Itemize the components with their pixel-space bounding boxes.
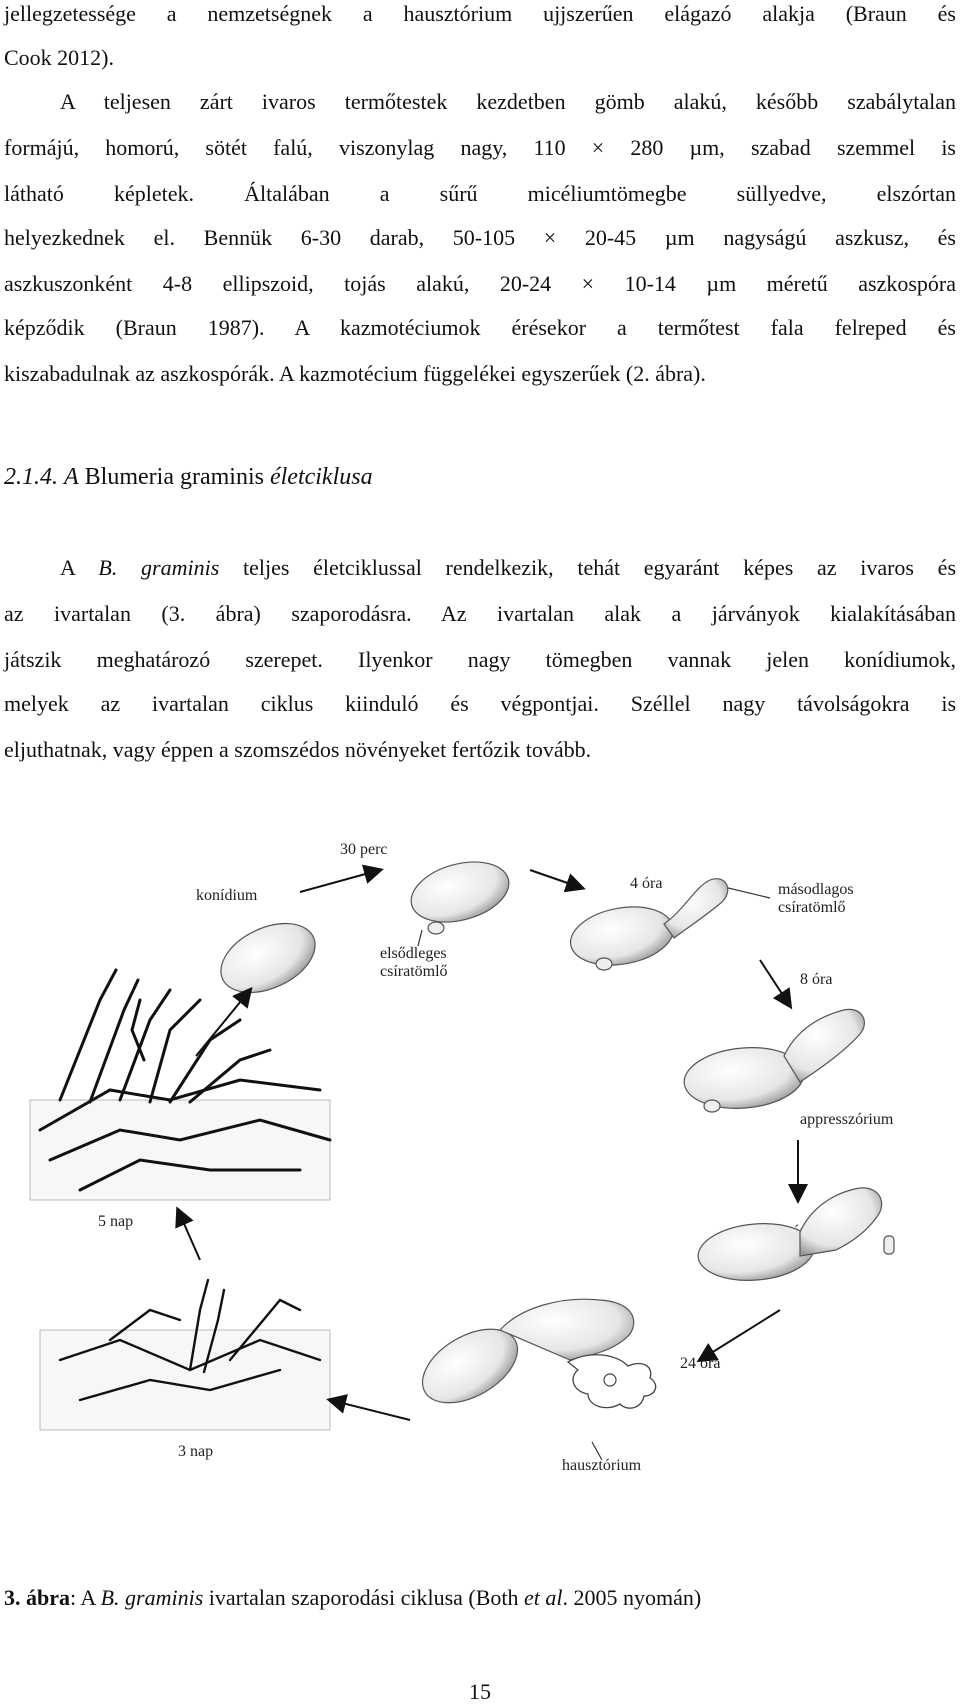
label-4-ora: 4 óra [630, 875, 663, 892]
caption-text: ivartalan szaporodási ciklusa (Both [203, 1585, 525, 1610]
heading-a: A [64, 464, 79, 490]
spore-30-min [404, 852, 515, 934]
caption-species: B. graminis [100, 1585, 204, 1610]
heading-rest: életciklusa [269, 464, 373, 490]
life-cycle-figure [0, 840, 960, 1560]
text-line: Cook 2012). [4, 45, 114, 70]
label-elsodleges-csiratomlo: csíratömlő [380, 963, 448, 980]
label-hausztorium: hausztórium [562, 1457, 642, 1474]
label-masodlagos: másodlagos [778, 881, 854, 898]
heading-species: Blumeria graminis [84, 464, 264, 490]
text-line: aszkuszonként 4-8 ellipszoid, tojás alakú, 20-24 × 10-14 µm méretű aszkospóra [4, 271, 956, 296]
label-3-nap: 3 nap [178, 1443, 214, 1460]
label-5-nap: 5 nap [98, 1213, 134, 1230]
caption-et-al: et al [524, 1585, 563, 1610]
spore-4-hours [566, 879, 728, 973]
label-konidium: konídium [196, 887, 258, 904]
caption-text: . 2005 nyomán) [562, 1585, 702, 1610]
conidium-spore [210, 910, 326, 1007]
haustorium [568, 1355, 656, 1408]
spore-15-hours [696, 1188, 894, 1285]
text-line: jellegzetessége a nemzetségnek a hausztórium ujjszerűen elágazó alakja (Braun és [4, 1, 956, 26]
text-fragment: teljes életciklussal rendelkezik, tehát egyaránt képes az ivaros és [242, 555, 957, 580]
text-line: látható képletek. Általában a sűrű micéliumtömegbe süllyedve, elszórtan [4, 181, 956, 206]
text-line: melyek az ivartalan ciklus kiinduló és végpontjai. Széllel nagy távolságokra is [4, 691, 956, 716]
text-line: helyezkednek el. Bennük 6-30 darab, 50-105 × 20-45 µm nagyságú aszkusz, és [4, 225, 956, 250]
section-heading [4, 462, 373, 492]
spore-8-hours [682, 1009, 865, 1113]
label-appresszorium: appresszórium [800, 1111, 894, 1128]
label-30-perc: 30 perc [340, 841, 388, 858]
mycelium-5-days [30, 970, 330, 1200]
text-line: kiszabadulnak az aszkospórák. A kazmotécium függelékei egyszerűek (2. ábra). [4, 361, 706, 386]
caption-text: : A [70, 1585, 101, 1610]
label-8-ora: 8 óra [800, 971, 833, 988]
text-line [60, 554, 956, 582]
text-line: eljuthatnak, vagy éppen a szomszédos növényeket fertőzik tovább. [4, 737, 592, 762]
text-line: az ivartalan (3. ábra) szaporodásra. Az ivartalan alak a járványok kialakításában [4, 601, 956, 626]
page-number: 15 [469, 1679, 491, 1704]
text-line: A teljesen zárt ivaros termőtestek kezdetben gömb alakú, később szabálytalan [60, 89, 956, 114]
caption-label: 3. ábra [4, 1585, 70, 1610]
text-fragment: A [60, 555, 75, 580]
text-line: formájú, homorú, sötét falú, viszonylag nagy, 110 × 280 µm, szabad szemmel is [4, 135, 956, 160]
label-elsodleges: elsődleges [380, 945, 447, 962]
label-masodlagos-csiratomlo: csíratömlő [778, 899, 846, 916]
mycelium-3-days [40, 1280, 330, 1430]
text-line: játszik meghatározó szerepet. Ilyenkor nagy tömegben vannak jelen konídiumok, [4, 647, 956, 672]
species-name: B. graminis [98, 555, 220, 580]
label-24-ora: 24 óra [680, 1355, 721, 1372]
spore-24-hours [410, 1299, 656, 1418]
heading-number: 2.1.4. [4, 464, 58, 490]
text-line: képződik (Braun 1987). A kazmotéciumok érésekor a termőtest fala felreped és [4, 315, 956, 340]
figure-caption [4, 1584, 701, 1612]
